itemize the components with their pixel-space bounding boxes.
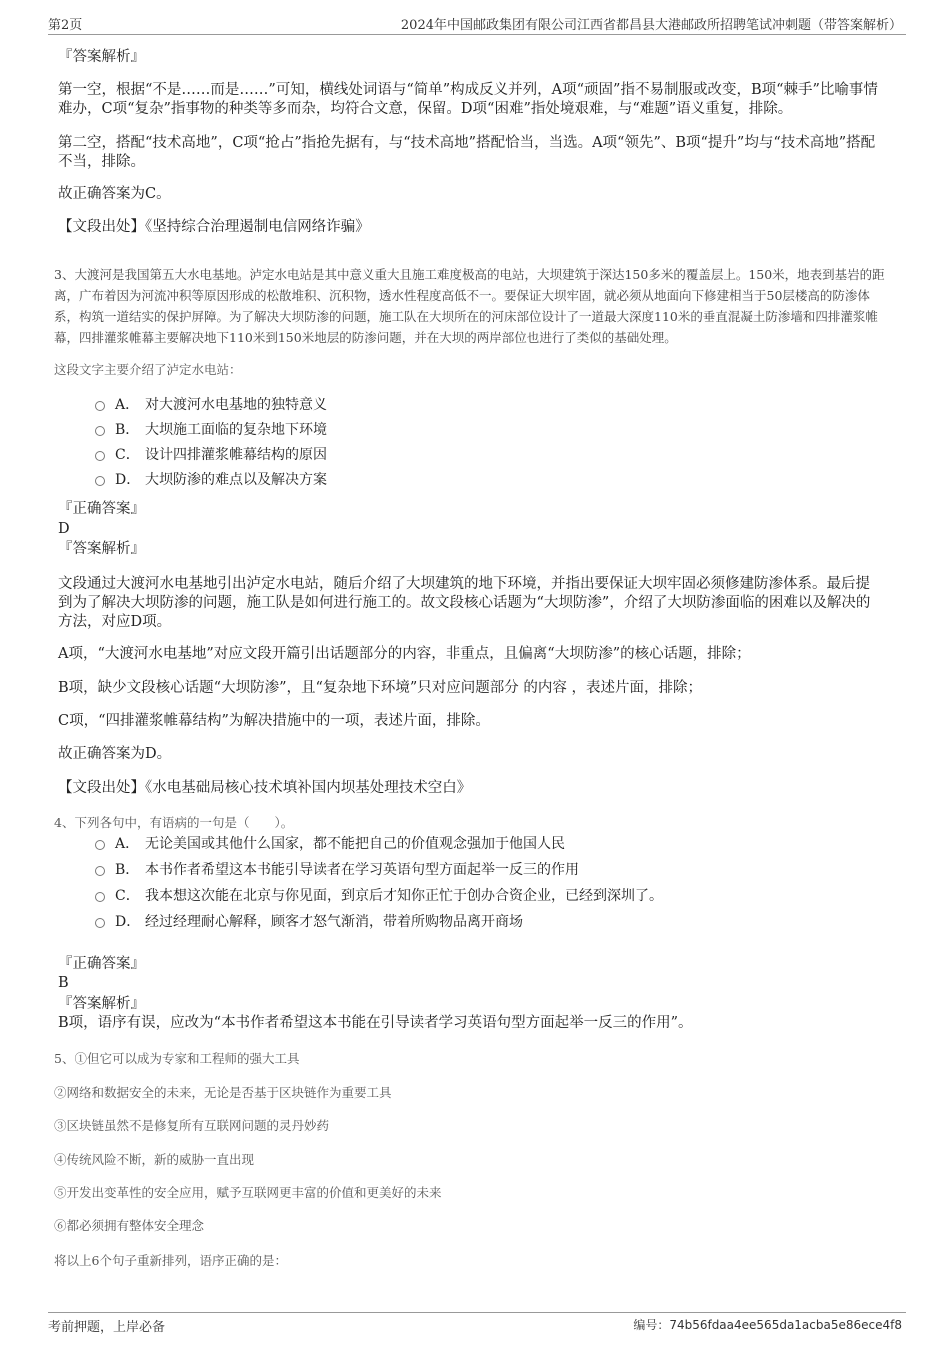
- sentence-item: 5、①但它可以成为专家和工程师的强大工具: [54, 1051, 300, 1066]
- conclusion: 故正确答案为D。: [58, 746, 172, 762]
- analysis-label: 『答案解析』: [58, 49, 145, 65]
- correct-answer: D: [58, 521, 70, 537]
- radio-button[interactable]: [95, 892, 105, 902]
- radio-button[interactable]: [95, 451, 105, 461]
- sentence-item: ⑥都必须拥有整体安全理念: [54, 1218, 205, 1233]
- analysis-paragraph: C项，“四排灌浆帷幕结构”为解决措施中的一项，表述片面，排除。: [58, 713, 490, 729]
- correct-answer: B: [58, 975, 69, 991]
- analysis-paragraph: B项，缺少文段核心话题“大坝防渗”，且“复杂地下环境”只对应问题部分 的内容 ，表述片面，排除；: [58, 680, 703, 696]
- analysis-label: 『答案解析』: [58, 996, 145, 1012]
- option-a[interactable]: A． 无论美国或其他什么国家，都不能把自己的价值观念强加于他国人民: [95, 834, 565, 854]
- conclusion: 故正确答案为C。: [58, 186, 171, 202]
- page-footer: [48, 1312, 906, 1338]
- source-citation: 【文段出处】《水电基础局核心技术填补国内坝基处理技术空白》: [58, 780, 472, 796]
- document-title: 2024年中国邮政集团有限公司江西省都昌县大港邮政所招聘笔试冲刺题（带答案解析）: [400, 18, 902, 33]
- option-a[interactable]: A． 对大渡河水电基地的独特意义: [95, 395, 327, 415]
- radio-button[interactable]: [95, 918, 105, 928]
- page-number: 第2页: [48, 18, 83, 33]
- radio-button[interactable]: [95, 426, 105, 436]
- page-header: [48, 14, 906, 35]
- sentence-item: ⑤开发出变革性的安全应用，赋予互联网更丰富的价值和更美好的未来: [54, 1185, 442, 1200]
- question-passage: 3、大渡河是我国第五大水电基地。泸定水电站是其中意义重大且施工难度极高的电站，大坝建筑于深达150多米的覆盖层上。150米，地表到基岩的距离，广布着因为河流冲积等原因形成的松散堆积、沉积物，透水性程度高低不一。要保证大坝牢固，就必须从地面向下修建相当于50层楼高的防渗体系，构筑一道结实的保护屏障。为了解决大坝防渗的问题，施工队在大坝所在的河床部位设计了一道最大深度110米的垂直混凝土防渗墙和四排灌浆帷幕，四排灌浆帷幕主要解决地下110米到150米地层的防渗问题，并在大坝的两岸部位也进行了类似的基础处理。: [54, 267, 885, 345]
- question-stem: 4、下列各句中，有语病的一句是（ ）。: [54, 815, 294, 830]
- footer-slogan: 考前押题，上岸必备: [48, 1320, 166, 1335]
- option-c[interactable]: C． 我本想这次能在北京与你见面，到京后才知你正忙于创办合资企业，已经到深圳了。: [95, 886, 663, 906]
- question-stem: 将以上6个句子重新排列，语序正确的是：: [54, 1253, 287, 1268]
- document-id: 编号：74b56fdaa4ee565da1acba5e86ece4f8: [633, 1318, 902, 1332]
- option-b[interactable]: B． 本书作者希望这本书能引导读者在学习英语句型方面起举一反三的作用: [95, 860, 579, 880]
- analysis-label: 『答案解析』: [58, 541, 145, 557]
- correct-answer-label: 『正确答案』: [58, 501, 145, 517]
- analysis-paragraph: 第一空，根据“不是……而是……”可知，横线处词语与“简单”构成反义并列，A项“顽固”指不易制服或改变，B项“棘手”比喻事情难办，C项“复杂”指事物的种类等多而杂，均符合文意，保留。D项“困难”指处境艰难，与“难题”语义重复，排除。: [58, 82, 878, 117]
- analysis-paragraph: A项，“大渡河水电基地”对应文段开篇引出话题部分的内容，非重点，且偏离“大坝防渗”的核心话题，排除；: [58, 646, 751, 662]
- source-citation: 【文段出处】《坚持综合治理遏制电信网络诈骗》: [58, 219, 370, 235]
- analysis-paragraph: 文段通过大渡河水电基地引出泸定水电站，随后介绍了大坝建筑的地下环境，并指出要保证大坝牢固必须修建防渗体系。最后提到为了解决大坝防渗的问题，施工队是如何进行施工的。故文段核心话题为“大坝防渗”，介绍了大坝防渗面临的困难以及解决的方法，对应D项。: [58, 576, 871, 630]
- radio-button[interactable]: [95, 401, 105, 411]
- option-c[interactable]: C． 设计四排灌浆帷幕结构的原因: [95, 445, 327, 465]
- option-d[interactable]: D． 经过经理耐心解释，顾客才怒气渐消，带着所购物品离开商场: [95, 912, 523, 932]
- option-b[interactable]: B． 大坝施工面临的复杂地下环境: [95, 420, 327, 440]
- option-d[interactable]: D． 大坝防渗的难点以及解决方案: [95, 470, 327, 490]
- sentence-item: ②网络和数据安全的未来，无论是否基于区块链作为重要工具: [54, 1085, 392, 1100]
- analysis-paragraph: B项，语序有误，应改为“本书作者希望这本书能在引导读者学习英语句型方面起举一反三的作用”。: [58, 1015, 693, 1031]
- radio-button[interactable]: [95, 866, 105, 876]
- radio-button[interactable]: [95, 840, 105, 850]
- sentence-item: ④传统风险不断，新的威胁一直出现: [54, 1152, 255, 1167]
- correct-answer-label: 『正确答案』: [58, 956, 145, 972]
- radio-button[interactable]: [95, 476, 105, 486]
- analysis-paragraph: 第二空，搭配“技术高地”，C项“抢占”指抢先据有，与“技术高地”搭配恰当，当选。A项“领先”、B项“提升”均与“技术高地”搭配不当，排除。: [58, 135, 876, 170]
- sentence-item: ③区块链虽然不是修复所有互联网问题的灵丹妙药: [54, 1118, 330, 1133]
- question-stem: 这段文字主要介绍了泸定水电站：: [54, 362, 242, 377]
